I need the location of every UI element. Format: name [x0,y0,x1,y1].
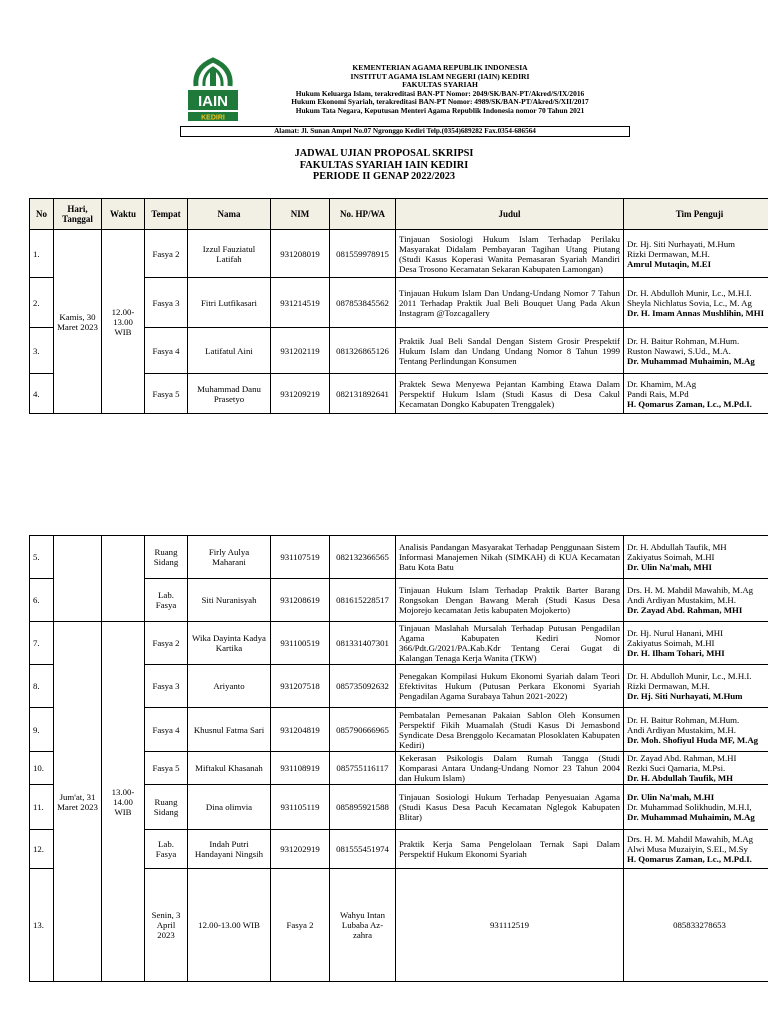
nama: Muhammad Danu Prasetyo [188,374,271,414]
penguji-2: Dr. Muhammad Solikhudin, M.H.I, [627,802,752,812]
tempat: Fasya 3 [145,278,188,328]
title-line-2: FAKULTAS SYARIAH IAIN KEDIRI [299,159,469,171]
row-no: 8. [30,665,54,708]
hp: 081559978915 [330,230,396,278]
tempat: Fasya 4 [145,328,188,374]
judul: Tinjauan Sosiologi Hukum Terhadap Penyesuaian Agama (Studi Kasus Desa Pacuh Kecamatan Nglegok Kabupaten Blitar) [396,785,624,830]
penguji-1: Dr. H. Abdulloh Munir, Lc., M.H.I. [627,287,752,298]
penguji-2: Pandi Rais, M.Pd [627,388,689,399]
logo-text: IAIN [198,93,228,110]
judul: Tinjauan Hukum Islam Terhadap Praktik Barter Barang Rongsokan Dengan Bawang Merah (Studi Kasus Desa Mojorejo kecamatan Jetis kabupaten Mojokerto) [396,579,624,622]
penguji-2: Zakiyatus Soimah, M.HI [627,638,715,648]
row-no: 10. [30,752,54,785]
penguji-3: Dr. H. Ilham Tohari, MHI [627,648,725,658]
nama: Siti Nuranisyah [188,579,271,622]
table-row [30,230,768,278]
nim: 931108919 [271,752,330,785]
penguji-2: Alwi Musa Muzaiyin, S.EI., M.Sy [627,844,748,854]
col-nama: Nama [188,199,271,230]
hari-tanggal: Jum'at, 31 Maret 2023 [54,622,102,982]
waktu: 13.00-14.00 WIB [102,622,145,982]
hp: 081615228517 [330,579,396,622]
nama: Firly Aulya Maharani [188,536,271,579]
document-title [0,148,768,183]
waktu: 12.00-13.00 WIB [102,230,145,414]
address-box: Alamat: Jl. Sunan Ampel No.07 Ngronggo Kediri Telp.(0354)689282 Fax.0354-686564 [180,126,630,137]
nama: Miftakul Khasanah [188,752,271,785]
col-hp: No. HP/WA [330,199,396,230]
nama: Wika Dayinta Kadya Kartika [188,622,271,665]
nim: 931208619 [271,579,330,622]
institute-line: INSTITUT AGAMA ISLAM NEGERI (IAIN) KEDIRI [350,71,530,81]
judul: Tinjauan Maslahah Mursalah Terhadap Putusan Pengadilan Agama Kabupaten Kediri Nomor 366/Pdt.G/2021/PA.Kab.Kdr Tentang Cerai Gugat di Kalangan Tenaga Kerja Wanita (TKW) [396,622,624,665]
tempat: Fasya 2 [271,869,330,982]
nama: Ariyanto [188,665,271,708]
penguji-1: Dr. Zayad Abd. Rahman, M.HI [627,753,737,763]
tempat: Fasya 4 [145,708,188,752]
row-no: 12. [30,830,54,869]
penguji-3: Dr. Hj. Siti Nurhayati, M.Hum [627,691,743,701]
judul: Pembatalan Pemesanan Pakaian Sablon Oleh Konsumen Perspektif Fikih Muamalah (Studi Kasus Di Jemasbond Syndicate Desa Brenggolo Kecamatan Plosoklaten Kabupaten Kediri) [396,708,624,752]
tempat: Lab. Fasya [145,579,188,622]
penguji-3: Dr. H. Abdullah Taufik, MH [627,773,734,783]
tempat: Fasya 2 [145,230,188,278]
nama: Khusnul Fatma Sari [188,708,271,752]
judul: Penegakan Kompilasi Hukum Ekonomi Syariah dalam Teori Efektivitas Hukum (Putusan Perkara Ekonomi Syariah Pengadilan Agama Surabaya Tahun 2021-2022) [396,665,624,708]
hp: 082132366565 [330,536,396,579]
row-no: 6. [30,579,54,622]
table-row [30,536,768,579]
faculty-line: FAKULTAS SYARIAH [402,80,478,89]
tempat: Lab. Fasya [145,830,188,869]
row-no: 13. [30,869,54,982]
penguji-2: Rizki Dermawan, M.H. [627,681,710,691]
row-no: 9. [30,708,54,752]
schedule-table-1 [29,198,768,414]
nim: 931214519 [271,278,330,328]
accreditation-line-3: Hukum Tata Negara, Keputusan Menteri Agama Republik Indonesia nomor 70 Tahun 2021 [295,105,585,115]
penguji-1: Dr. H. Abdulloh Munir, Lc., M.H.I. [627,671,752,681]
nama: Latifatul Aini [188,328,271,374]
tempat: Fasya 5 [145,374,188,414]
institution-lines [250,64,630,115]
table-header-row [30,199,768,230]
judul: Tinjauan Hukum Islam Dan Undang-Undang Nomor 7 Tahun 2011 Terhadap Praktik Jual Beli Bouquet Uang Pada Akun Instagram @Tozcagallery [396,278,624,328]
penguji-1: Dr. Hj. Nurul Hanani, MHI [627,628,724,638]
nim: 931112519 [396,869,624,982]
hari-tanggal: Senin, 3 April 2023 [145,869,188,982]
title-line-1: JADWAL UJIAN PROPOSAL SKRIPSI [294,148,474,159]
row-no: 5. [30,536,54,579]
col-tempat: Tempat [145,199,188,230]
hp: 085790666965 [330,708,396,752]
col-no: No [30,199,54,230]
tempat: Ruang Sidang [145,536,188,579]
penguji-3: Dr. Muhammad Muhaimin, M.Ag [627,355,755,366]
hp: 081331407301 [330,622,396,665]
hp: 081555451974 [330,830,396,869]
hp: 085895921588 [330,785,396,830]
nim: 931202119 [271,328,330,374]
penguji-1: Dr. Khamim, M.Ag [627,378,697,389]
hp: 087853845562 [330,278,396,328]
penguji-3: H. Qomarus Zaman, Lc., M.Pd.I. [627,854,752,864]
penguji-2: Ruston Nawawi, S.Ud., M.A. [627,345,731,356]
nim: 931208019 [271,230,330,278]
hp: 082131892641 [330,374,396,414]
penguji-3: H. Qomarus Zaman, Lc., M.Pd.I. [627,398,752,409]
penguji-1: Dr. Ulin Na'mah, M.HI [627,792,715,802]
penguji-2: Andi Ardiyan Mustakim, M.H. [627,724,736,735]
nim: 931105119 [271,785,330,830]
penguji-3: Dr. H. Imam Annas Mushlihin, MHI [627,307,765,318]
penguji-2: Sheyla Nichlatus Sovia, Lc., M. Ag [627,297,752,308]
penguji-2: Andi Ardiyan Mustakim, M.H. [627,595,736,605]
col-waktu: Waktu [102,199,145,230]
tempat: Fasya 5 [145,752,188,785]
col-nim: NIM [271,199,330,230]
penguji-2: Zakiyatus Soimah, M.HI [627,552,715,562]
tim-penguji [624,230,768,278]
tim-penguji [624,830,768,869]
row-no: 1. [30,230,54,278]
nim: 931107519 [271,536,330,579]
judul: Praktek Sewa Menyewa Pejantan Kambing Etawa Dalam Perspektif Hukum Islam (Studi Kasus di Desa Cakul Kecamatan Dongko Kabupaten Trenggalek) [396,374,624,414]
tim-penguji [624,328,768,374]
ministry-line: KEMENTERIAN AGAMA REPUBLIK INDONESIA [352,63,528,72]
tempat: Fasya 2 [145,622,188,665]
hp: 085735092632 [330,665,396,708]
tim-penguji [624,665,768,708]
tim-penguji [624,579,768,622]
nim: 931204819 [271,708,330,752]
letterhead [0,52,768,142]
judul: Kekerasan Psikologis Dalam Rumah Tangga (Studi Komparasi Antara Undang-Undang Nomor 23 Tahun 2004 dan Hukum Islam) [396,752,624,785]
row-no: 4. [30,374,54,414]
judul: Tinjauan Sosiologi Hukum Islam Terhadap Perilaku Masyarakat Didalam Pembayaran Tagihan Utang Piutang (Studi Kasus Koperasi Wanita Pemasaran Syariah Mandiri Desa Trosono Kecamatan Sekaran Kabupaten Lamongan) [396,230,624,278]
row-no: 3. [30,328,54,374]
col-penguji: Tim Penguji [624,199,768,230]
row-no: 7. [30,622,54,665]
row-no: 11. [30,785,54,830]
nama: Fitri Lutfikasari [188,278,271,328]
penguji-1: Dr. H. Baitur Rohman, M.Hum. [627,335,740,346]
title-line-3: PERIODE II GENAP 2022/2023 [312,171,456,182]
penguji-1: Dr. H. Abdullah Taufik, MH [627,542,727,552]
iain-kediri-logo [186,56,240,122]
hp: 081326865126 [330,328,396,374]
penguji-3: Amrul Mutaqin, M.EI [627,258,712,269]
tempat: Fasya 3 [145,665,188,708]
tim-penguji [624,785,768,830]
hp: 085755116117 [330,752,396,785]
nim: 931202919 [271,830,330,869]
nama: Wahyu Intan Lubaba Az-zahra [330,869,396,982]
tim-penguji [624,622,768,665]
nim: 931209219 [271,374,330,414]
accreditation-line-1: Hukum Keluarga Islam, terakreditasi BAN-PT Nomor: 2049/SK/BAN-PT/Akred/S/IX/2016 [295,88,585,98]
tim-penguji [624,278,768,328]
penguji-2: Rizki Dermawan, M.H. [627,248,710,259]
schedule-table-2 [29,535,768,982]
col-judul: Judul [396,199,624,230]
penguji-1: Dr. H. Baitur Rohman, M.Hum. [627,714,740,725]
logo-subtext: KEDIRI [201,114,225,122]
tim-penguji [624,708,768,752]
tim-penguji [624,752,768,785]
nama: Izzul Fauziatul Latifah [188,230,271,278]
empty-hari [54,536,102,622]
tim-penguji [624,536,768,579]
accreditation-line-2: Hukum Ekonomi Syariah, terakreditasi BAN-PT Nomor: 4989/SK/BAN-PT/Akred/S/XII/2017 [291,97,589,106]
waktu: 12.00-13.00 WIB [188,869,271,982]
judul: Analisis Pandangan Masyarakat Terhadap Penggunaan Sistem Informasi Manajemen Nikah (SIMKAH) di KUA Kecamatan Batu Kota Batu [396,536,624,579]
tim-penguji [624,374,768,414]
judul: Praktik Jual Beli Sandal Dengan Sistem Grosir Prespektif Hukum Islam dan Undang Undang Nomor 8 Tahun 1999 Tentang Perlindungan Konsumen [396,328,624,374]
penguji-3: Dr. Zayad Abd. Rahman, MHI [627,605,743,615]
tempat: Ruang Sidang [145,785,188,830]
nama: Dina olimvia [188,785,271,830]
penguji-1: Drs. H. M. Mahdil Mawahib, M.Ag [627,585,754,595]
penguji-1: Drs. H. M. Mahdil Mawahib, M.Ag [627,834,754,844]
hp: 085833278653 [624,869,768,982]
hari-tanggal: Kamis, 30 Maret 2023 [54,230,102,414]
penguji-2: Rezki Suci Qamaria, M.Psi. [627,763,726,773]
penguji-3: Dr. Ulin Na'mah, MHI [627,562,712,572]
nama: Indah Putri Handayani Ningsih [188,830,271,869]
col-hari: Hari, Tanggal [54,199,102,230]
penguji-3: Dr. Muhammad Muhaimin, M.Ag [627,812,755,822]
table-row [30,622,768,665]
nim: 931100519 [271,622,330,665]
judul: Praktik Kerja Sama Pengelolaan Ternak Sapi Dalam Perspektif Hukum Ekonomi Syariah [396,830,624,869]
penguji-3: Dr. Moh. Shofiyul Huda MF, M.Ag [627,734,759,745]
empty-waktu [102,536,145,622]
nim: 931207518 [271,665,330,708]
row-no: 2. [30,278,54,328]
penguji-1: Dr. Hj. Siti Nurhayati, M.Hum [627,238,736,249]
